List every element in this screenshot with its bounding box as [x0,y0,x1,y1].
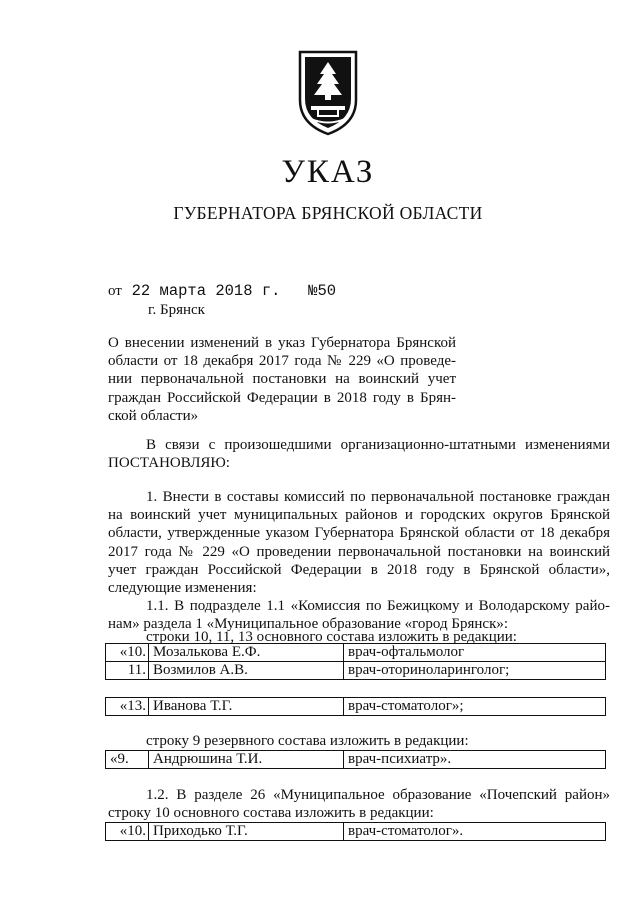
item-1-2-line: 1.2. В разделе 26 «Муниципальное образование «Почепский район» [146,787,610,803]
table-main-composition [105,643,606,680]
table-row [106,823,606,841]
page-title: УКАЗ [281,154,375,190]
reserve-intro: строку 9 резервного состава изложить в редакции: [146,733,469,749]
item-1-1 [108,597,610,633]
table-row [106,644,606,662]
row-name: Иванова Т.Г. [149,698,344,716]
date-line [108,282,336,300]
table-row-13 [105,697,606,716]
row-name: Приходько Т.Г. [149,823,344,841]
decree-subject [108,334,456,425]
preamble-line: В связи с произошедшими организационно-штатными изменениями [146,437,610,453]
city-label: г. Брянск [148,302,205,318]
item-1-line: области, утвержденные указом Губернатора Брянской области от 18 декабря [108,525,610,542]
item-1-1-intro: строки 10, 11, 13 основного состава изложить в редакции: [146,629,517,645]
item-1 [108,488,610,597]
row-number: «10. [106,644,149,662]
coat-of-arms-icon [294,44,362,136]
subject-line: нии первоначальной постановки на воинский учет [108,371,456,388]
table-row [106,698,606,716]
row-name: Мозалькова Е.Ф. [149,644,344,662]
page-subtitle: ГУБЕРНАТОРА БРЯНСКОЙ ОБЛАСТИ [173,203,483,223]
item-1-line: 2017 года № 229 «О проведении первоначальной постановки на воинский [108,543,610,560]
item-1-line: учет граждан Российской Федерации в 2018 году в Брянской области», [108,561,610,578]
row-number: «10. [106,823,149,841]
row-role: врач-стоматолог»; [344,698,606,716]
item-1-2-line: строку 10 основного состава изложить в редакции: [108,805,434,822]
row-role: врач-оториноларинголог; [344,662,606,680]
row-name: Возмилов А.В. [149,662,344,680]
subject-line: ской области» [108,407,199,424]
item-1-line: 1. Внести в составы комиссий по первоначальной постановке граждан [146,489,610,505]
subject-line: О внесении изменений в указ Губернатора Брянской [108,335,456,351]
subject-line: граждан Российской Федерации в 2018 году в Брян- [108,389,456,406]
item-1-2 [108,786,610,822]
row-role: врач-стоматолог». [344,823,606,841]
date-prefix: от [108,283,122,299]
row-number: 11. [106,662,149,680]
item-1-line: на воинский учет муниципальных районов и городских округов Брянской [108,507,610,524]
preamble [108,436,610,472]
table-reserve-composition [105,750,606,769]
item-1-1-line: 1.1. В подразделе 1.1 «Комиссия по Бежицкому и Володарскому райо- [146,598,610,614]
table-pochep-composition [105,822,606,841]
decree-number: №50 [308,282,337,300]
row-name: Андрюшина Т.И. [149,751,344,769]
preamble-line: ПОСТАНОВЛЯЮ: [108,455,230,472]
subject-line: области от 18 декабря 2017 года № 229 «О проведе- [108,353,456,370]
row-number: «13. [106,698,149,716]
item-1-1-line: нам» раздела 1 «Муниципальное образование «город Брянск»: [108,616,509,633]
row-role: врач-психиатр». [344,751,606,769]
table-row [106,662,606,680]
item-1-line: следующие изменения: [108,580,257,597]
date-value: 22 марта 2018 г. [131,282,281,300]
table-row [106,751,606,769]
row-role: врач-офтальмолог [344,644,606,662]
row-number: «9. [106,751,149,769]
